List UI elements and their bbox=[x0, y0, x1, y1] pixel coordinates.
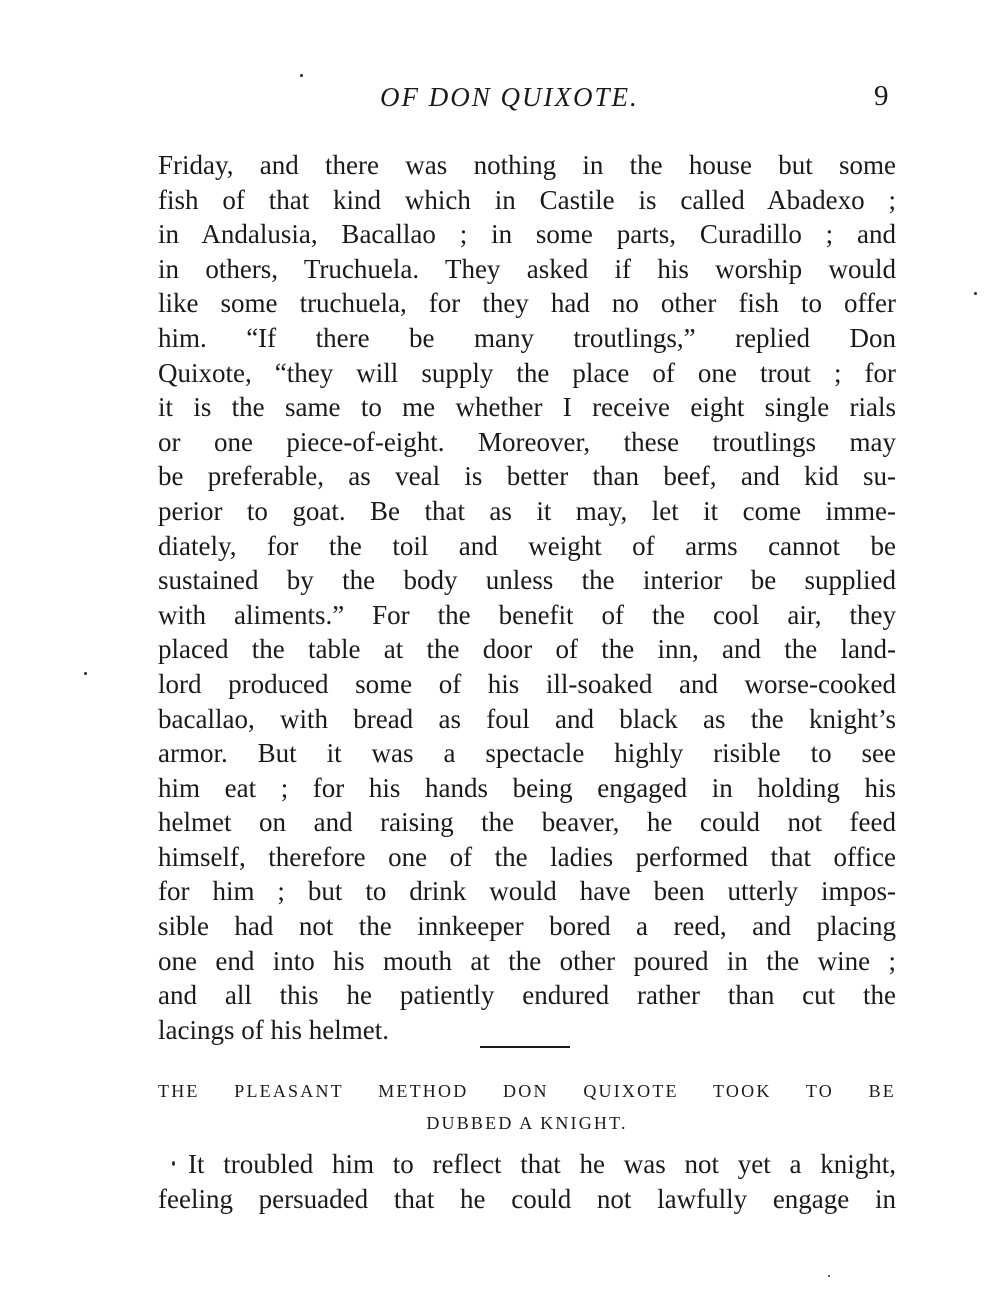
chapter-heading-line: THE PLEASANT METHOD DON QUIXOTE TOOK TO BE bbox=[158, 1081, 896, 1101]
running-title: OF DON QUIXOTE. bbox=[380, 82, 639, 112]
page-number: 9 bbox=[874, 80, 889, 112]
scan-speck bbox=[974, 292, 977, 295]
text-line: armor. But it was a spectacle highly risible to see bbox=[158, 738, 896, 769]
text-line: Friday, and there was nothing in the house but some bbox=[158, 150, 896, 180]
text-line: with aliments.” For the benefit of the cool air, they bbox=[158, 599, 896, 630]
body-paragraph bbox=[158, 148, 896, 1047]
scan-speck bbox=[84, 672, 87, 675]
scan-speck bbox=[172, 1161, 175, 1166]
text-line: be preferable, as veal is better than beef, and kid su- bbox=[158, 461, 896, 492]
text-line: lord produced some of his ill-soaked and worse-cooked bbox=[158, 668, 896, 699]
text-line: Quixote, “they will supply the place of one trout ; for bbox=[158, 357, 896, 388]
section-divider bbox=[480, 1046, 570, 1048]
chapter-heading bbox=[158, 1075, 896, 1139]
text-line: sustained by the body unless the interior be supplied bbox=[158, 565, 896, 596]
scan-speck bbox=[300, 74, 303, 77]
text-line: him eat ; for his hands being engaged in holding his bbox=[158, 772, 896, 803]
scan-speck bbox=[828, 1275, 830, 1277]
chapter-heading-line: DUBBED A KNIGHT. bbox=[426, 1113, 628, 1133]
text-line: in Andalusia, Bacallao ; in some parts, Curadillo ; and bbox=[158, 219, 896, 250]
text-line: feeling persuaded that he could not lawfully engage in bbox=[158, 1183, 896, 1214]
text-line: sible had not the innkeeper bored a reed, and placing bbox=[158, 911, 896, 942]
text-line: placed the table at the door of the inn, and the land- bbox=[158, 634, 896, 665]
section-paragraph bbox=[158, 1147, 896, 1216]
text-line: helmet on and raising the beaver, he could not feed bbox=[158, 807, 896, 838]
text-line: for him ; but to drink would have been utterly impos- bbox=[158, 876, 896, 907]
text-line: one end into his mouth at the other poured in the wine ; bbox=[158, 945, 896, 976]
text-line: like some truchuela, for they had no other fish to offer bbox=[158, 288, 896, 319]
text-line: fish of that kind which in Castile is called Abadexo ; bbox=[158, 184, 896, 215]
text-line: lacings of his helmet. bbox=[158, 1014, 389, 1045]
text-line: or one piece-of-eight. Moreover, these troutlings may bbox=[158, 426, 896, 457]
text-line: It troubled him to reflect that he was not yet a knight, bbox=[188, 1149, 896, 1179]
text-line: himself, therefore one of the ladies performed that office bbox=[158, 841, 896, 872]
text-line: diately, for the toil and weight of arms cannot be bbox=[158, 530, 896, 561]
text-line: him. “If there be many troutlings,” replied Don bbox=[158, 322, 896, 353]
text-line: bacallao, with bread as foul and black as the knight’s bbox=[158, 703, 896, 734]
text-line: in others, Truchuela. They asked if his worship would bbox=[158, 253, 896, 284]
text-line: perior to goat. Be that as it may, let it come imme- bbox=[158, 495, 896, 526]
text-line: and all this he patiently endured rather than cut the bbox=[158, 980, 896, 1011]
text-line: it is the same to me whether I receive eight single rials bbox=[158, 392, 896, 423]
